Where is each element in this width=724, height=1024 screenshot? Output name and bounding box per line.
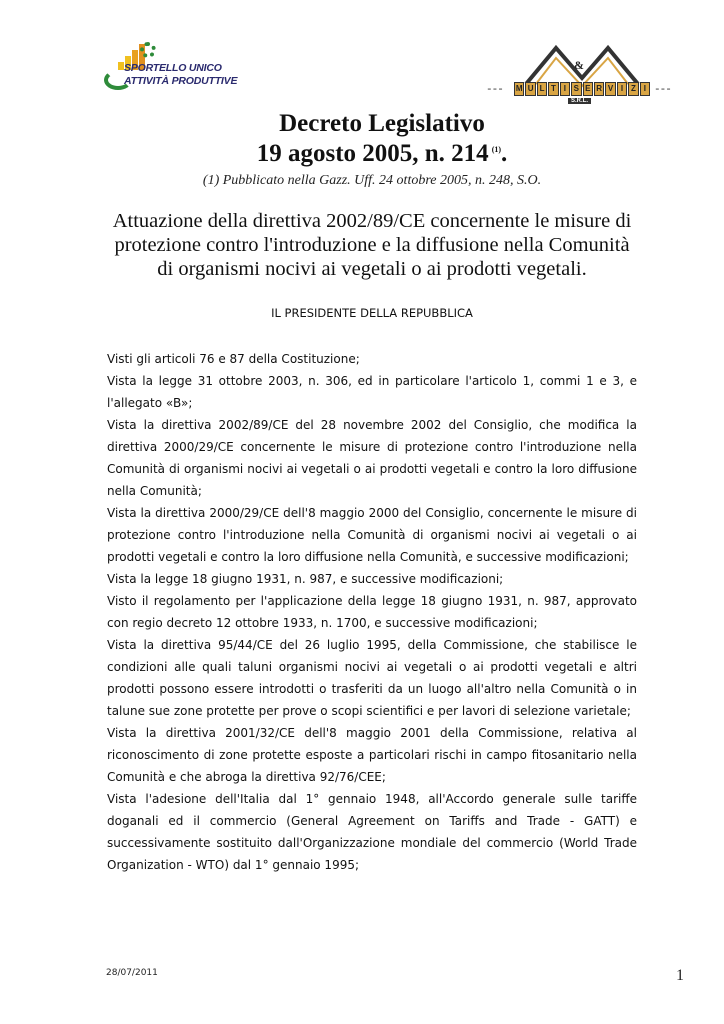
logo-srl: S.R.L. (568, 98, 591, 104)
document-title-line2 (0, 140, 724, 168)
multiservizi-logo (486, 42, 676, 108)
paragraph: Vista la legge 31 ottobre 2003, n. 306, ed in particolare l'articolo 1, commi 1 e 3, e l'allegato «B»; (107, 374, 637, 410)
paragraph: Vista la direttiva 2002/89/CE del 28 novembre 2002 del Consiglio, che modifica la direttiva 2000/29/CE concernente le misure di protezione contro l'introduzione nella Comunità di organismi nocivi ai vegetali o ai prodotti vegetali e contro la loro diffusione nella Comunità; (107, 418, 637, 498)
logo-ampersand: & (574, 58, 584, 72)
paragraph: Vista la legge 18 giugno 1931, n. 987, e successive modificazioni; (107, 572, 504, 586)
logo-letter: I (617, 82, 627, 96)
title-date: 19 agosto 2005, n. 214 (256, 140, 489, 167)
logo-letter: V (605, 82, 615, 96)
logo-letter: U (525, 82, 535, 96)
paragraph: Vista la direttiva 95/44/CE del 26 luglio 1995, della Commissione, che stabilisce le condizioni alle quali taluni organismi nocivi ai vegetali o ai prodotti vegetali e altri prodotti possono essere introdotti o trasferiti da un luogo all'altro nella Comunità o in talune sue zone protette per prove o scopi scientifici e per lavori di selezione varietale; (107, 638, 637, 718)
president-heading: IL PRESIDENTE DELLA REPUBBLICA (271, 306, 473, 320)
logo-letter: T (548, 82, 558, 96)
page-number: 1 (676, 967, 684, 984)
logo-letter: I (640, 82, 650, 96)
document-title-line1: Decreto Legislativo (279, 110, 485, 137)
logo-letter: L (537, 82, 547, 96)
multiservizi-letters (514, 82, 650, 96)
paragraph: Visti gli articoli 76 e 87 della Costituzione; (107, 352, 360, 366)
footer-date: 28/07/2011 (106, 968, 158, 978)
logo-letter: Z (628, 82, 638, 96)
gear-icon (140, 42, 156, 58)
paragraph: Vista la direttiva 2000/29/CE dell'8 maggio 2000 del Consiglio, concernente le misure di protezione contro l'introduzione nella Comunità di organismi nocivi ai vegetali o ai prodotti vegetali e contro la loro diffusione nella Comunità, e successive modificazioni; (107, 506, 637, 564)
logo-text-line2: ATTIVITÀ PRODUTTIVE (124, 75, 238, 87)
logo-dash-right: --- (654, 84, 671, 96)
logo-letter: S (571, 82, 581, 96)
document-body (107, 348, 637, 876)
footnote-marker: (1) (491, 144, 502, 154)
logo-text-line1: SPORTELLO UNICO (124, 62, 222, 74)
logo-dash-left: --- (486, 84, 503, 96)
sportello-unico-logo (104, 40, 238, 92)
title-period: . (501, 140, 508, 167)
logo-letter: E (583, 82, 593, 96)
paragraph: Vista la direttiva 2001/32/CE dell'8 maggio 2001 della Commissione, relativa al riconoscimento di zone protette esposte a particolari rischi in campo fitosanitario nella Comunità e che abroga la direttiva 92/76/CEE; (107, 726, 637, 784)
logo-letter: I (560, 82, 570, 96)
decree-subject-heading: Attuazione della direttiva 2002/89/CE concernente le misure di protezione contro l'introduzione e la diffusione nella Comunità di organismi nocivi ai vegetali o ai prodotti vegetali. (112, 210, 632, 280)
logo-letter: M (514, 82, 524, 96)
logo-letter: R (594, 82, 604, 96)
paragraph: Vista l'adesione dell'Italia dal 1° gennaio 1948, all'Accordo generale sulle tariffe doganali ed il commercio (General Agreement on Tariffs and Trade - GATT) e successivamente sostituito dall'Organizzazione mondiale del commercio (World Trade Organization - WTO) dal 1° gennaio 1995; (107, 792, 637, 872)
paragraph: Visto il regolamento per l'applicazione della legge 18 giugno 1931, n. 987, approvato con regio decreto 12 ottobre 1933, n. 1700, e successive modificazioni; (107, 594, 637, 630)
publication-note: (1) Pubblicato nella Gazz. Uff. 24 ottobre 2005, n. 248, S.O. (202, 173, 542, 188)
